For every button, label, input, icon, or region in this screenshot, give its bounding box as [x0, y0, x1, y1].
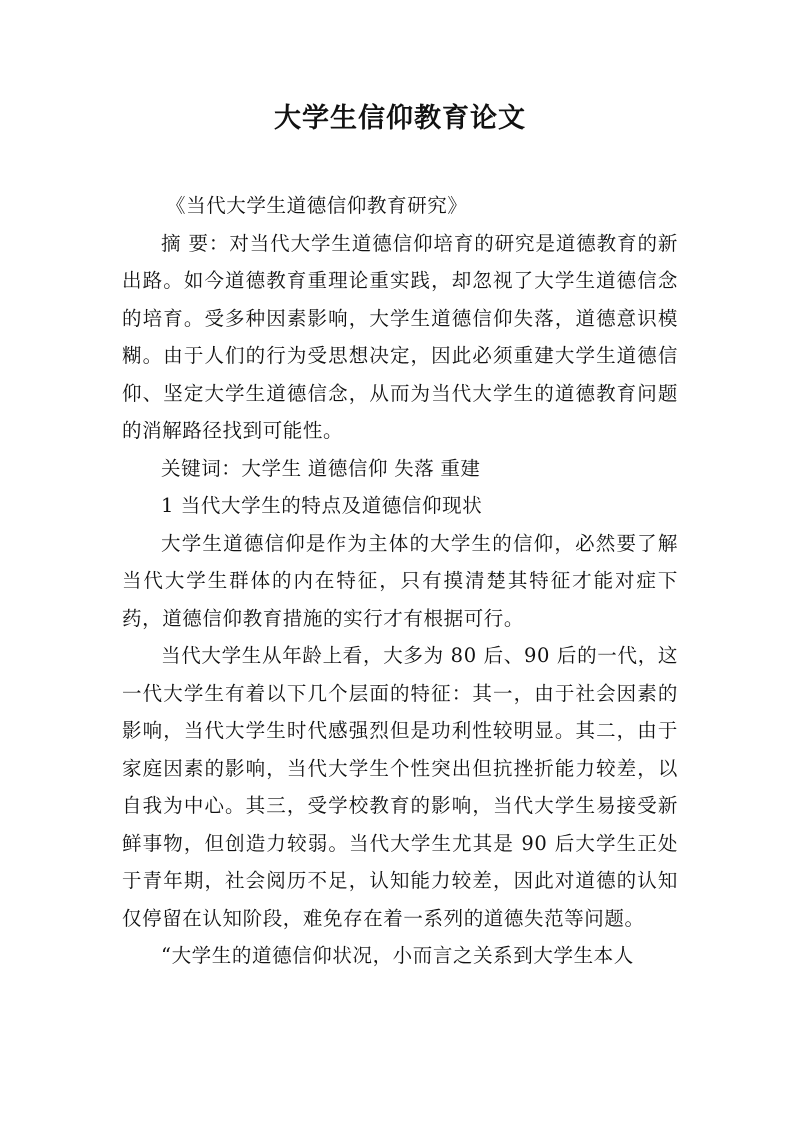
- abstract-text: 对当代大学生道德信仰培育的研究是道德教育的新出路。如今道德教育重理论重实践，却忽视了大学生道德信念的培育。受多种因素影响，大学生道德信仰失落，道德意识模糊。由于人们的行为受思想决定，因此必须重建大学生道德信仰、坚定大学生道德信念，从而为当代大学生的道德教育问题的消解路径找到可能性。: [122, 231, 679, 442]
- abstract-label: 摘 要：: [161, 231, 230, 255]
- keyword: 道德信仰: [307, 456, 389, 480]
- keyword: 大学生: [241, 456, 302, 480]
- section-heading: 1 当代大学生的特点及道德信仰现状: [161, 494, 483, 517]
- body-paragraph: 当代大学生从年龄上看，大多为 80 后、90 后的一代，这一代大学生有着以下几个层面的特征：其一，由于社会因素的影响，当代大学生时代感强烈但是功利性较明显。其二，由于家庭因素的影响，当代大学生个性突出但抗挫折能力较差，以自我为中心。其三，受学校教育的影响，当代大学生易接受新鲜事物，但创造力较弱。当代大学生尤其是 90 后大学生正处于青年期，社会阅历不足，认知能力较差，因此对道德的认知仅停留在认知阶段，难免存在着一系列的道德失范等问题。: [122, 644, 678, 930]
- body-paragraph: “大学生的道德信仰状况，小而言之关系到大学生本人: [161, 944, 634, 967]
- abstract-paragraph: [122, 225, 678, 450]
- keywords-label: 关键词：: [161, 456, 242, 480]
- keywords-line: [122, 450, 678, 488]
- keyword: 失落: [394, 456, 435, 480]
- document-title: 大学生信仰教育论文: [274, 103, 526, 134]
- body-paragraph: 大学生道德信仰是作为主体的大学生的信仰，必然要了解当代大学生群体的内在特征，只有摸清楚其特征才能对症下药，道德信仰教育措施的实行才有根据可行。: [122, 531, 678, 630]
- source-citation: 《当代大学生道德信仰教育研究》: [166, 194, 468, 217]
- document-body: [122, 187, 678, 975]
- keyword: 重建: [440, 456, 481, 480]
